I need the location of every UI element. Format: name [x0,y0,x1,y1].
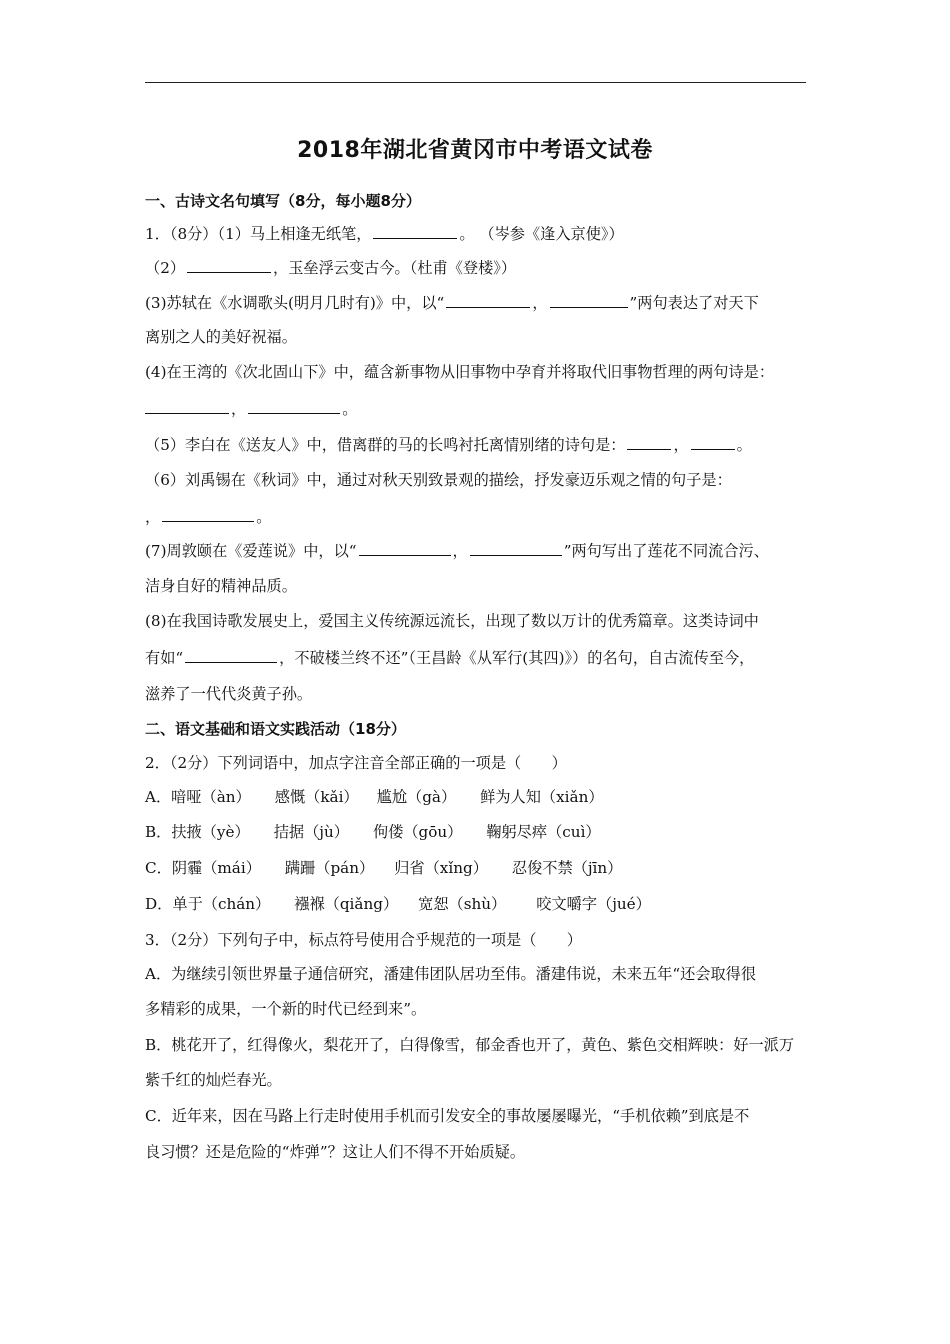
q1-part8: (8)在我国诗歌发展史上，爱国主义传统源远流长，出现了数以万计的优秀篇章。这类诗词中 [145,612,759,630]
option-term: 拮据（jù） [273,823,349,841]
q1-part8-line3: 滋养了一代代炎黄子孙。 [145,685,313,703]
option-term: 阴霾（mái） [171,859,261,877]
q1-5-mid: ， [673,436,689,454]
q1-part6: （6）刘禹锡在《秋词》中，通过对秋天别致景观的描绘，抒发豪迈乐观之情的句子是： [145,471,732,489]
answer-blank[interactable] [145,399,229,414]
q3-option-a[interactable]: A．为继续引领世界量子通信研究，潘建伟团队居功至伟。潘建伟说，未来五年“还会取得很 [145,965,757,983]
option-term: 归省（xǐng） [394,859,488,877]
q1-5-end: 。 [736,436,752,454]
q2-stem: 2．（2分）下列词语中，加点字注音全部正确的一项是（ ） [145,754,567,772]
option-term: 单于（chán） [172,895,271,913]
q1-2-head: （2） [145,259,186,277]
q1-7-mid: ， [452,542,468,560]
header-rule [145,82,806,83]
option-term: 蹒跚（pán） [284,859,375,877]
q1-3-head: (3)苏轼在《水调歌头(明月几时有)》中，以“ [145,294,445,312]
option-term: 喑哑（àn） [171,788,251,806]
q1-part5 [145,435,752,455]
q1-4-end: 。 [342,400,358,418]
answer-blank[interactable] [691,435,735,450]
option-label: C． [145,859,172,877]
option-term: 感慨（kǎi） [274,788,359,806]
q1-1-tail: 。 （岑参《逢入京使》） [459,225,624,243]
q3-option-c-line2: 良习惯？还是危险的“炸弹”？这让人们不得不开始质疑。 [145,1143,526,1161]
q1-5-head: （5）李白在《送友人》中，借离群的马的长鸣衬托离情别绪的诗句是： [145,436,626,454]
q2-option-a[interactable] [145,787,604,807]
q1-7-head: (7)周敦颐在《爱莲说》中，以“ [145,542,357,560]
q1-part4: (4)在王湾的《次北固山下》中，蕴含新事物从旧事物中孕育并将取代旧事物哲理的两句诗是： [145,363,775,381]
answer-blank[interactable] [550,293,628,308]
q3-option-c[interactable]: C．近年来，因在马路上行走时使用手机而引发安全的事故屡屡曝光，“手机依赖”到底是不 [145,1107,750,1125]
q1-7-tail: ”两句写出了莲花不同流合污、 [563,542,769,560]
option-label: A． [145,788,172,806]
q1-2-tail: ，玉垒浮云变古今。（杜甫《登楼》） [273,259,517,277]
option-term: 咬文嚼字（jué） [536,895,651,913]
option-term: 宽恕（shù） [418,895,507,913]
q3-stem: 3．（2分）下列句子中，标点符号使用合乎规范的一项是（ ） [145,931,582,949]
option-term: 忍俊不禁（jīn） [511,859,623,877]
section2-heading: 二、语文基础和语文实践活动（18分） [145,720,406,738]
q1-part6-blanks [145,507,271,527]
answer-blank[interactable] [185,648,277,663]
option-term: 鞠躬尽瘁（cuì） [486,823,601,841]
q1-4-mid: ， [231,400,247,418]
q1-part7 [145,541,769,561]
option-label: D． [145,895,173,913]
answer-blank[interactable] [373,224,457,239]
q3-option-a-line2: 多精彩的成果，一个新的时代已经到来”。 [145,1000,427,1018]
q3-option-b-line2: 紫千红的灿烂春光。 [145,1071,282,1089]
answer-blank[interactable] [446,293,530,308]
q1-part3-line2: 离别之人的美好祝福。 [145,328,297,346]
answer-blank[interactable] [187,258,271,273]
q1-3-mid: ， [532,294,548,312]
q2-option-d[interactable] [145,894,651,914]
q1-8-head: 有如“ [145,649,184,667]
q1-3-tail: ”两句表达了对天下 [629,294,759,312]
q1-part2 [145,258,516,278]
answer-blank[interactable] [248,399,340,414]
q1-part4-blanks [145,399,357,419]
option-term: 佝偻（gōu） [372,823,463,841]
option-term: 襁褓（qiǎng） [294,895,399,913]
option-label: B． [145,823,172,841]
q1-8-tail: ，不破楼兰终不还”（王昌龄《从军行(其四)》）的名句，自古流传至今， [279,649,755,667]
option-term: 尴尬（gà） [376,788,457,806]
q1-part7-line2: 洁身自好的精神品质。 [145,577,297,595]
q3-option-b[interactable]: B．桃花开了，红得像火，梨花开了，白得像雪，郁金香也开了，黄色、紫色交相辉映：好一派万 [145,1036,795,1054]
q2-option-b[interactable] [145,822,601,842]
q1-6-head: ， [145,508,161,526]
answer-blank[interactable] [162,507,254,522]
option-term: 扶掖（yè） [171,823,250,841]
q1-part3 [145,293,759,313]
answer-blank[interactable] [359,541,451,556]
page-title: 2018年湖北省黄冈市中考语文试卷 [297,138,653,163]
section1-heading: 一、古诗文名句填写（8分，每小题8分） [145,192,421,210]
q1-6-end: 。 [256,508,272,526]
q1-part1 [145,224,624,244]
answer-blank[interactable] [627,435,671,450]
q2-option-c[interactable] [145,858,622,878]
q1-part8-line2 [145,648,754,668]
q1-intro: 1．（8分）（1）马上相逢无纸笔， [145,225,372,243]
option-term: 鲜为人知（xiǎn） [480,788,604,806]
answer-blank[interactable] [470,541,562,556]
